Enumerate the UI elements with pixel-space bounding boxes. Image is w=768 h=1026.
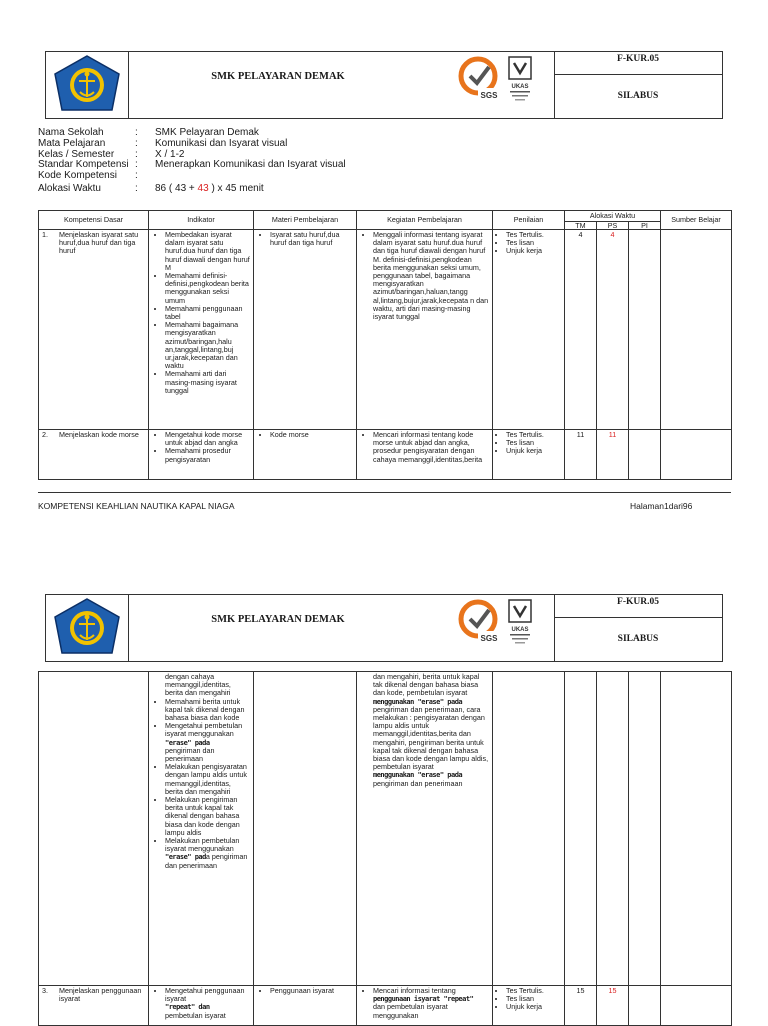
row-number: 3. (42, 986, 48, 995)
list-item: • Memahami penggunaan tabel (165, 305, 250, 321)
info-colon: : (135, 127, 138, 138)
info-label: Kelas / Semester (38, 148, 115, 160)
doc-type: SILABUS (617, 634, 659, 644)
table-row (39, 672, 732, 986)
cell-kompetensi (39, 672, 149, 986)
th-indikator: Indikator (149, 211, 254, 230)
indikator-text: Melakukan pembetulan isyarat menggunakan (165, 836, 240, 854)
alokasi-pre: 86 ( 43 + (155, 182, 195, 194)
list-item: • Unjuk kerja (506, 1003, 561, 1011)
form-code: F-KUR.05 (554, 595, 722, 618)
info-label: Nama Sekolah (38, 127, 104, 138)
indikator-text: Mengetahui pembetulan isyarat menggunakan (165, 721, 243, 739)
cell-sumber (661, 986, 732, 1026)
school-logo-cell (46, 52, 129, 118)
cell-penilaian (493, 986, 565, 1026)
indikator-text: pengiriman dan penerimaan (165, 745, 215, 764)
th-sumber: Sumber Belajar (661, 211, 732, 230)
list-item: • Penggunaan isyarat (270, 987, 353, 995)
th-kompetensi: Kompetensi Dasar (39, 211, 149, 230)
th-kegiatan: Kegiatan Pembelajaran (357, 211, 493, 230)
cell-kegiatan (357, 986, 493, 1026)
th-alokasi: Alokasi Waktu (565, 211, 661, 222)
cell-pi (629, 672, 661, 986)
doc-info-cell (554, 595, 722, 661)
indikator-mono: "repeat" dan (165, 1003, 210, 1012)
cell-ps (597, 672, 629, 986)
cell-penilaian (493, 672, 565, 986)
footer-divider (38, 492, 731, 493)
info-value: Komunikasi dan Isyarat visual (155, 137, 288, 149)
list-item: • Tes lisan (506, 995, 561, 1003)
list-item: • Memahami bagaimana mengisyaratkan azimut/baringan,halu an,tanggal,lintang,buj ur,jarak,kecepatan dan waktu (165, 321, 250, 370)
th-pi: PI (629, 222, 661, 230)
info-label: Alokasi Waktu (38, 182, 101, 194)
cell-materi (254, 430, 357, 480)
kegiatan-mono: menggunakan "erase" pada (373, 697, 463, 706)
cell-sumber (661, 672, 732, 986)
list-item (165, 763, 250, 796)
kompetensi-text: Menjelaskan kode morse (59, 430, 139, 439)
info-label: Standar Kompetensi (38, 159, 129, 171)
cell-indikator (149, 986, 254, 1026)
syllabus-table-page2 (38, 671, 732, 1026)
cell-indikator (149, 672, 254, 986)
school-name-cell (128, 595, 555, 661)
cell-tm (565, 672, 597, 986)
indikator-continued: dengan cahaya memanggil,identitas, berita dan mengahiri (165, 672, 231, 698)
sgs-certification-icon (458, 599, 502, 645)
table-row (39, 230, 732, 430)
info-colon: : (135, 137, 138, 149)
list-item: • Unjuk kerja (506, 247, 561, 255)
list-item (165, 987, 250, 1020)
kegiatan-mono: menggunakan "erase" pada (373, 771, 463, 780)
row-number: 2. (42, 430, 48, 439)
footer-page-number: Halaman1dari96 (630, 501, 693, 511)
school-title: SMK PELAYARAN DEMAK (211, 614, 345, 625)
indikator-text: a pengiriman dan penerimaan (165, 852, 248, 870)
ukas-label: UKAS (511, 627, 529, 633)
doc-type: SILABUS (617, 91, 659, 101)
list-item: • Memahami arti dari masing-masing isyarat tunggal (165, 370, 250, 395)
list-item: • Memahami prosedur pengisyaratan (165, 447, 250, 463)
cell-penilaian (493, 430, 565, 480)
school-title: SMK PELAYARAN DEMAK (211, 71, 345, 82)
info-value: SMK Pelayaran Demak (155, 127, 259, 138)
kegiatan-text: dan pembetulan isyarat menggunakan (373, 1002, 448, 1020)
alokasi-red: 43 (197, 182, 209, 194)
cell-materi (254, 230, 357, 430)
list-item: • Tes Tertulis. (506, 431, 561, 439)
cell-pi (629, 230, 661, 430)
cell-sumber (661, 230, 732, 430)
indikator-text: Memahami berita untuk kapal tak dikenal dengan bahasa biasa dan kode (165, 696, 245, 723)
cell-tm: 11 (565, 430, 597, 480)
info-colon: : (135, 182, 138, 194)
indikator-mono: "erase" pad (165, 853, 206, 862)
indikator-text: pembetulan isyarat (165, 1010, 226, 1020)
alokasi-post: ) x 45 menit (211, 182, 264, 194)
sgs-label: SGS (480, 634, 498, 643)
list-item: • Mengetahui kode morse untuk abjad dan angka (165, 431, 250, 447)
list-item: • Tes Tertulis. (506, 987, 561, 995)
kegiatan-text: pengiriman dan penerimaan (373, 778, 463, 788)
indikator-text: Mengetahui penggunaan isyarat (165, 986, 245, 1004)
list-item: • Membedakan isyarat dalam isyarat satu huruf.dua huruf dan tiga huruf diawali dengan huruf M (165, 231, 250, 272)
info-label: Mata Pelajaran (38, 137, 106, 149)
ukas-label: UKAS (511, 84, 529, 90)
list-item (165, 698, 250, 723)
cell-materi (254, 986, 357, 1026)
list-item: • Isyarat satu huruf,dua huruf dan tiga huruf (270, 231, 353, 247)
info-colon: : (135, 170, 138, 182)
cell-tm: 4 (565, 230, 597, 430)
cell-sumber (661, 430, 732, 480)
kegiatan-text: dan mengahiri, berita untuk kapal tak dikenal dengan bahasa biasa dan kode, pembetulan isyarat (373, 672, 480, 698)
list-item: • Tes lisan (506, 239, 561, 247)
list-item: • Unjuk kerja (506, 447, 561, 455)
cell-indikator (149, 230, 254, 430)
th-penilaian: Penilaian (493, 211, 565, 230)
cell-indikator (149, 430, 254, 480)
cell-kompetensi (39, 986, 149, 1026)
cell-kompetensi (39, 430, 149, 480)
indikator-text: Melakukan pengisyaratan dengan lampu aldis untuk memanggil,identitas, berita dan mengahiri (165, 762, 247, 796)
info-label: Kode Kompetensi (38, 170, 117, 182)
info-value: Menerapkan Komunikasi dan Isyarat visual (155, 159, 346, 171)
cell-kompetensi (39, 230, 149, 430)
kegiatan-mono: penggunaan isyarat "repeat" (373, 995, 474, 1004)
list-item: • Mencari informasi tentang kode morse untuk abjad dan angka, prosedur pengisyaratan dengan cahaya memanggil,identitas,berita (373, 431, 489, 464)
kegiatan-text: Mencari informasi tentang (373, 986, 456, 995)
info-colon: : (135, 159, 138, 171)
list-item: • Memahami definisi-definisi,pengkodean berita menggunakan seksi umum (165, 272, 250, 305)
list-item (165, 722, 250, 763)
indikator-mono: "erase" pada (165, 738, 210, 747)
page2-header (45, 594, 723, 662)
sgs-certification-icon (458, 56, 502, 102)
school-logo-cell (46, 595, 129, 661)
cell-materi (254, 672, 357, 986)
cell-ps: 15 (597, 986, 629, 1026)
kompetensi-text: Menjelaskan penggunaan isyarat (59, 986, 142, 1004)
page1-header (45, 51, 723, 119)
doc-info-cell (554, 52, 722, 118)
indikator-text: Melakukan pengiriman berita untuk kapal tak dikenal dengan bahasa biasa dan kode dengan lampu aldis (165, 795, 240, 837)
school-logo-icon (46, 52, 128, 118)
row-number: 1. (42, 230, 48, 239)
table-row (39, 430, 732, 480)
kompetensi-text: Menjelaskan isyarat satu huruf,dua huruf dan tiga huruf (59, 230, 139, 256)
kegiatan-continued (360, 673, 489, 788)
ukas-certification-icon (506, 598, 534, 646)
info-value (155, 184, 264, 195)
list-item: • Tes lisan (506, 439, 561, 447)
th-tm: TM (565, 222, 597, 230)
cell-kegiatan (357, 430, 493, 480)
cell-tm: 15 (565, 986, 597, 1026)
th-materi: Materi Pembelajaran (254, 211, 357, 230)
school-logo-icon (46, 595, 128, 661)
form-code: F-KUR.05 (554, 52, 722, 75)
th-ps: PS (597, 222, 629, 230)
list-item: • Tes Tertulis. (506, 231, 561, 239)
kegiatan-text: pengiriman dan penerimaan, cara melakukan : pengisyaratan dengan lampu aldis untuk memanggil,identitas,berita dan mengahiri, pengiriman berita untuk kapal tak dikenal dengan bahasa biasa dan kode dengan lampu aldis, pembetulan isyarat (373, 704, 489, 772)
cell-penilaian (493, 230, 565, 430)
sgs-label: SGS (480, 91, 498, 100)
list-item: • Kode morse (270, 431, 353, 439)
list-item (373, 987, 489, 1020)
school-name-cell (128, 52, 555, 118)
cell-pi (629, 986, 661, 1026)
cell-pi (629, 430, 661, 480)
syllabus-table-page1 (38, 210, 732, 480)
table-row (39, 986, 732, 1026)
list-item: • Menggali informasi tentang isyarat dalam isyarat satu huruf.dua huruf dan tiga huruf diawali dengan huruf M. definisi-definisi,pengkodean berita menggunakan seksi umum, penggunaan tabel, bagaimana mengisyaratkan azimut/baringan,haluan,tangg al,lintang,bujur,jarak,kecepata n dan waktu, arti dari masing-masing isyarat tunggal (373, 231, 489, 321)
cell-kegiatan (357, 672, 493, 986)
cell-ps: 4 (597, 230, 629, 430)
cell-kegiatan (357, 230, 493, 430)
cell-ps: 11 (597, 430, 629, 480)
info-colon: : (135, 148, 138, 160)
info-value: X / 1-2 (155, 148, 185, 160)
list-item (165, 837, 250, 870)
list-item (165, 796, 250, 837)
ukas-certification-icon (506, 55, 534, 103)
footer-department: KOMPETENSI KEAHLIAN NAUTIKA KAPAL NIAGA (38, 501, 235, 511)
